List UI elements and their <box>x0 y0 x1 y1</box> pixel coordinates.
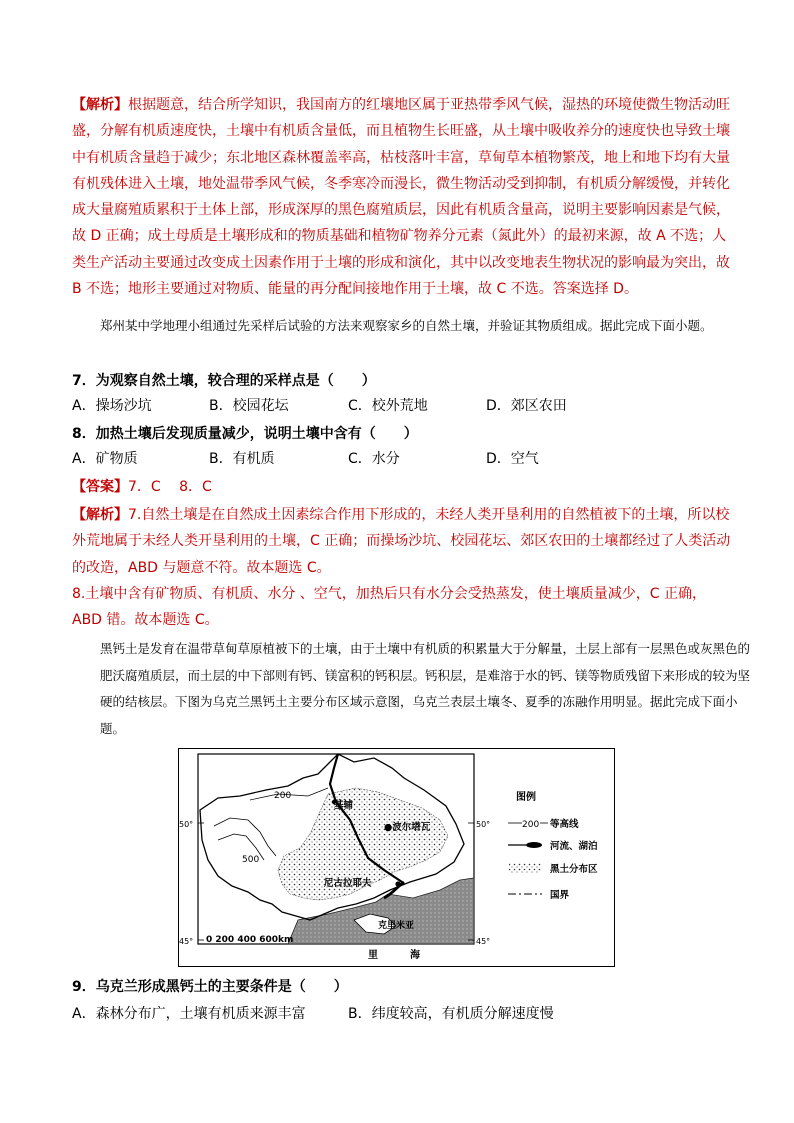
legend-chernozem-swatch <box>509 863 541 873</box>
label-500: 500 <box>242 855 260 865</box>
answer-label: 【答案】 <box>72 479 128 495</box>
analysis-label: 【解析】 <box>72 97 128 113</box>
analysis-label: 【解析】 <box>72 507 128 523</box>
lat-50-left: 50° <box>179 820 194 829</box>
option-a: A．操场沙坑 <box>72 398 152 414</box>
question-9-options <box>72 1002 732 1026</box>
crimea-label: 克里米亚 <box>378 921 415 931</box>
legend-chernozem: 黑土分布区 <box>550 864 598 875</box>
answer-line <box>72 474 732 500</box>
option-c: C．校外荒地 <box>348 398 428 414</box>
lat-50-right: 50° <box>476 820 491 829</box>
question-7-options <box>72 394 732 418</box>
sea-label-1: 里 <box>368 950 378 961</box>
city-mykolaiv: 尼古拉耶夫 <box>324 878 372 889</box>
option-c: C．水分 <box>348 451 400 467</box>
sea-label-2: 海 <box>410 950 420 961</box>
option-d: D．空气 <box>486 451 539 467</box>
legend-river: 河流、湖泊 <box>550 841 598 852</box>
option-b: B．有机质 <box>209 451 275 467</box>
mykolaiv-dot <box>395 881 400 886</box>
analysis-text: 根据题意，结合所学知识，我国南方的红壤地区属于亚热带季风气候，湿热的环境使微生物活动旺盛，分解有机质速度快，土壤中有机质含量低，而且植物生长旺盛，从土壤中吸收养分的速度快也导致土壤中有机质含量趋于减少；东北地区森林覆盖率高，枯枝落叶丰富，草甸草本植物繁茂，地上和地下均有大量有机残体进入土壤，地处温带季风气候，冬季寒冷而漫长，微生物活动受到抑制，有机质分解缓慢，并转化成大量腐殖质累积于土体上部，形成深厚的黑色腐殖质层，因此有机质含量高，说明主要影响因素是气候，故 D 正确；成土母质是土壤形成和的物质基础和植物矿物养分元素（氮此外）的最初来源，故 A 不选；人类生产活动主要通过改变成土因素作用于土壤的形成和演化，其中以改变地表生物状况的影响最为突出，故 B 不选；地形主要通过对物质、能量的再分配间接地作用于土壤，故 C 不选。答案选择 D。 <box>72 97 730 298</box>
intro-paragraph-1: 郑州某中学地理小组通过先采样后试验的方法来观察家乡的自然土壤，并验证其物质组成。据此完成下面小题。 <box>100 318 713 333</box>
ukraine-chernozem-map <box>178 748 615 967</box>
city-kyiv: 基辅 <box>334 800 354 811</box>
analysis-paragraph-2 <box>72 502 732 581</box>
lat-45-left: 45° <box>179 937 194 946</box>
question-8-stem: 8．加热土壤后发现质量减少，说明土壤中含有（ ） <box>72 426 418 442</box>
analysis-paragraph-3: 8.土壤中含有矿物质、有机质、水分 、空气，加热后只有水分会受热蒸发，使土壤质量减少，C 正确，ABD 错。故本题选 C。 <box>72 586 707 629</box>
question-8-options <box>72 447 732 471</box>
legend-contour: 等高线 <box>550 819 579 830</box>
intro-paragraph-2: 黑钙土是发育在温带草甸草原植被下的土壤，由于土壤中有机质的积累量大于分解量，土层上部有一层黑色或灰黑色的肥沃腐殖质层，而土层的中下部则有钙、镁富积的钙积层。钙积层，是难溶于水的钙、镁等物质残留下来形成的较为坚硬的结核层。下图为乌克兰黑钙土主要分布区域示意图，乌克兰表层土壤冬、夏季的冻融作用明显。据此完成下面小题。 <box>100 641 751 736</box>
option-b: B．纬度较高，有机质分解速度慢 <box>348 1006 554 1022</box>
option-a: A．矿物质 <box>72 451 138 467</box>
label-200: 200 <box>274 791 292 801</box>
analysis-paragraph-1 <box>72 92 732 302</box>
city-poltava: ●波尔塔瓦 <box>384 822 431 833</box>
option-d: D．郊区农田 <box>486 398 567 414</box>
scale-bar: 0 200 400 600km <box>206 935 294 945</box>
option-a: A．森林分布广，土壤有机质来源丰富 <box>72 1006 306 1022</box>
legend-contour-sample: 200 <box>522 820 540 830</box>
legend-lake <box>526 842 542 848</box>
question-7-stem: 7．为观察自然土壤，较合理的采样点是（ ） <box>72 373 376 389</box>
option-b: B．校园花坛 <box>209 398 289 414</box>
legend-border: 国界 <box>550 890 570 901</box>
question-9-stem: 9．乌克兰形成黑钙土的主要条件是（ ） <box>72 979 348 995</box>
lat-45-right: 45° <box>476 937 491 946</box>
legend-title: 图例 <box>516 792 536 803</box>
analysis-text-q7: 7.自然土壤是在自然成土因素综合作用下形成的，未经人类开垦利用的自然植被下的土壤，所以校外荒地属于未经人类开垦利用的土壤，C 正确；而操场沙坑、校园花坛、郊区农田的土壤都经过了人类活动的改造，ABD 与题意不符。故本题选 C。 <box>72 507 731 576</box>
answer-text: 7．C 8．C <box>128 479 212 495</box>
